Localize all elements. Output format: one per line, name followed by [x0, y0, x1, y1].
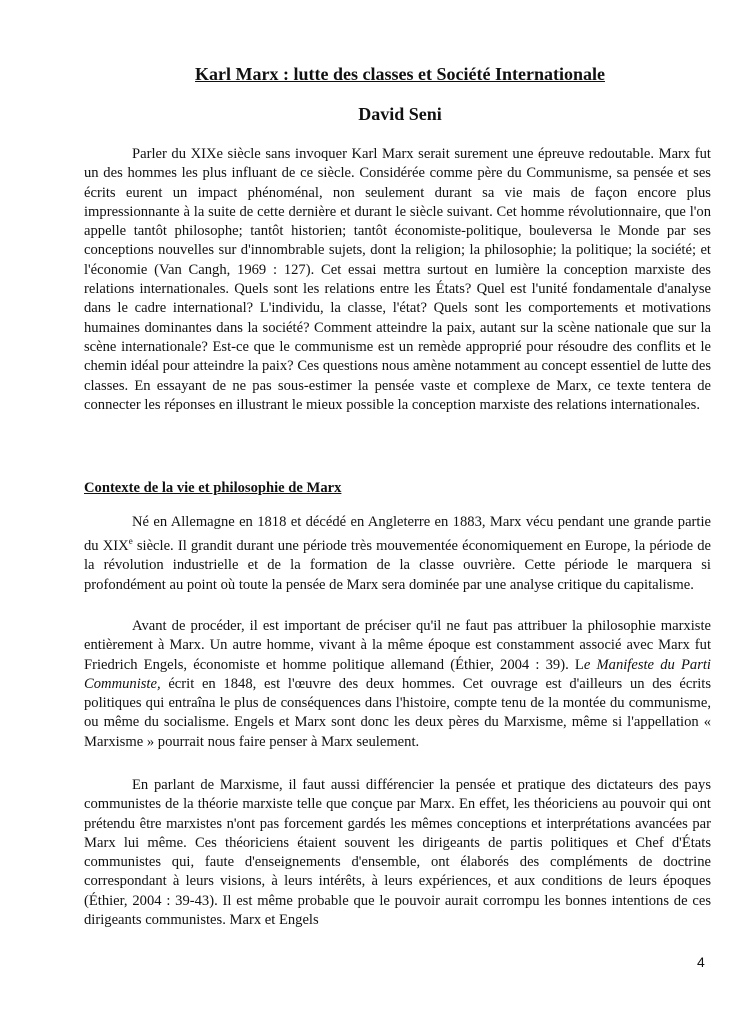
body-paragraph-2: [84, 617, 711, 752]
page-number: 4: [697, 954, 705, 970]
intro-paragraph: Parler du XIXe siècle sans invoquer Karl Marx serait surement une épreuve redoutable. Marx fut un des hommes les plus influant de ce siècle. Considérée comme père du Communisme, sa pensée et ses écrits eurent un impact phénoménal, non seulement durant sa vie mais de façon encore plus impressionnante à la suite de cette dernière et durant le siècle suivant. Cet homme révolutionnaire, que l'on appelle tantôt philosophe; tantôt historien; tantôt économiste-politique, bouleversa le Monde par ses conceptions nouvelles sur d'innombrable sujets, dont la religion; la philosophie; la politique; la société; et l'économie (Van Cangh, 1969 : 127). Cet essai mettra surtout en lumière la conception marxiste des relations internationales. Quels sont les relations entre les États? Quel est l'unité fondamentale d'analyse dans le cadre international? L'individu, la classe, l'état? Quels sont les comportements et motivations humaines dominantes dans la société? Comment atteindre la paix, autant sur la scène nationale que sur la scène internationale? Est-ce que le communisme est un remède approprié pour résoudre des conflits et le chemin idéal pour atteindre la paix? Ces questions nous amène notamment au concept essentiel de lutte des classes. En essayant de ne pas sous-estimer la pensée vaste et complexe de Marx, ce texte tentera de connecter les réponses en illustrant le mieux possible la conception marxiste des relations internationales.: [84, 146, 711, 413]
superscript: e: [128, 536, 133, 547]
document-title: Karl Marx : lutte des classes et Société Internationale: [195, 64, 605, 84]
body-paragraph-1: [84, 513, 711, 595]
para2-text-a: Avant de procéder, il est important de préciser qu'il ne faut pas attribuer la philosophie marxiste entièrement à Marx. Un autre homme, vivant à la même époque est constamment associé avec Marx fut Friedrich Engels, économiste et homme politique allemand (Éthier, 2004 : 39). L: [84, 618, 711, 673]
document-author: David Seni: [358, 104, 442, 124]
para1-text-a: Né en Allemagne en 1818 et décédé en Angleterre en 1883, Marx vécu pendant une grande partie du XIX: [84, 514, 711, 555]
body-paragraph-3: En parlant de Marxisme, il faut aussi différencier la pensée et pratique des dictateurs des pays communistes de la théorie marxiste telle que conçue par Marx. En effet, les théoriciens au pouvoir qui ont prétendu être marxistes n'ont pas forcement gardés les mêmes conceptions et interprétations avancées par Marx lui même. Ces théoriciens étaient souvent les dirigeants de partis politiques et Chef d'États communistes qui, faute d'enseignements d'ensemble, ont élaborés des compléments de doctrine correspondant à leurs visions, à leurs intérêts, à leurs expériences, et aux conditions de leurs époques (Éthier, 2004 : 39-43). Il est même probable que le pouvoir aurait corrompu les bonnes intentions de ces dirigeants communistes. Marx et Engels: [84, 777, 711, 929]
para2-text-b: écrit en 1848, est l'œuvre des deux hommes. Cet ouvrage est d'ailleurs un des écrits politiques qui entraîna le plus de conséquences dans l'histoire, compte tenu de la montée du communisme, ou même du socialisme. Engels et Marx sont donc les deux pères du Marxisme, même si l'appellation « Marxisme » pourrait nous faire penser à Marx seulement.: [84, 675, 711, 750]
para1-text-b: siècle. Il grandit durant une période très mouvementée économiquement en Europe, la période de la révolution industrielle et de la formation de la classe ouvrière. Cette période le marquera si profondément au point où toute la pensée de Marx sera dominée par une analyse critique du capitalisme.: [84, 538, 712, 593]
manifesto-title: e Manifeste du Parti Communiste,: [84, 656, 711, 692]
section-heading: Contexte de la vie et philosophie de Marx: [84, 480, 342, 496]
